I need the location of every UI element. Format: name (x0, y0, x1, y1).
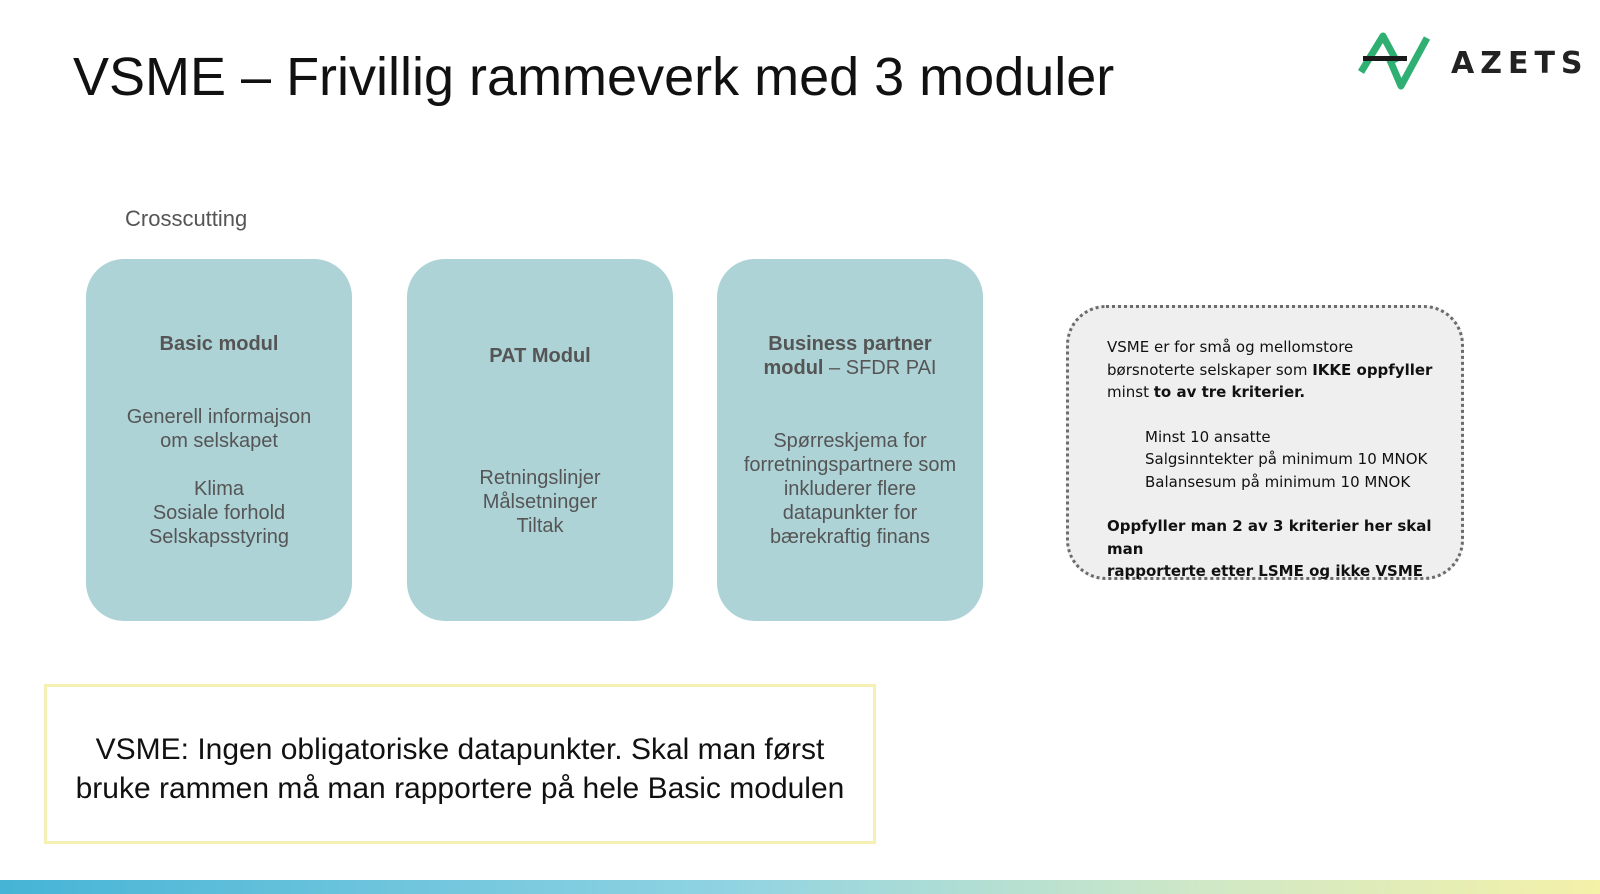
module-item: Generell informajson (126, 406, 312, 428)
module-item: Sosiale forhold (152, 502, 286, 524)
module-item: Klima (193, 478, 244, 500)
module-items (717, 429, 983, 549)
module-title: PAT Modul (489, 345, 591, 367)
notice-box (44, 684, 876, 844)
criteria-item: Salgsinntekter på minimum 10 MNOK (1145, 450, 1428, 468)
notice-line: VSME: Ingen obligatoriske datapunkter. Skal man først (95, 733, 825, 766)
azets-logo (1357, 28, 1589, 98)
azets-logo-text: AZETS (1451, 46, 1589, 81)
module-item: Tiltak (516, 515, 564, 537)
criteria-item: Balansesum på minimum 10 MNOK (1145, 472, 1411, 491)
module-item: Spørreskjema for (773, 430, 927, 452)
criteria-list (1145, 426, 1443, 494)
module-item: Retningslinjer (479, 467, 601, 489)
module-title (717, 332, 983, 380)
module-card-basic (86, 259, 352, 621)
module-item: inkluderer flere (783, 478, 917, 500)
module-title-line: Business partner (768, 333, 932, 355)
azets-logo-mark-icon (1357, 28, 1447, 92)
module-card-business-partner (717, 259, 983, 621)
bottom-gradient-bar (0, 880, 1600, 894)
module-item: om selskapet (160, 430, 278, 452)
module-item: bærekraftig finans (769, 526, 931, 548)
criteria-conclusion: Oppfyller man 2 av 3 kriterier her skal man rapporterte etter LSME og ikke VSME (1107, 517, 1432, 580)
section-label-crosscutting: Crosscutting (125, 206, 248, 231)
module-items (407, 466, 673, 538)
module-item: datapunkter for (782, 502, 918, 524)
module-items (86, 405, 352, 549)
module-item: forretningspartnere som (743, 454, 957, 476)
criteria-intro: VSME er for små og mellomstore børsnoterte selskaper som IKKE oppfyller minst to av tre kriterier. (1107, 338, 1433, 401)
module-item: Selskapsstyring (148, 526, 290, 548)
criteria-callout (1066, 305, 1464, 580)
module-card-pat (407, 259, 673, 621)
slide-title: VSME – Frivillig rammeverk med 3 moduler (73, 47, 1115, 107)
module-item: Målsetninger (482, 491, 598, 513)
notice-line: bruke rammen må man rapportere på hele Basic modulen (75, 772, 845, 805)
module-title: Basic modul (159, 333, 279, 355)
criteria-item: Minst 10 ansatte (1145, 427, 1271, 446)
module-title-line: modul – SFDR PAI (763, 357, 937, 379)
